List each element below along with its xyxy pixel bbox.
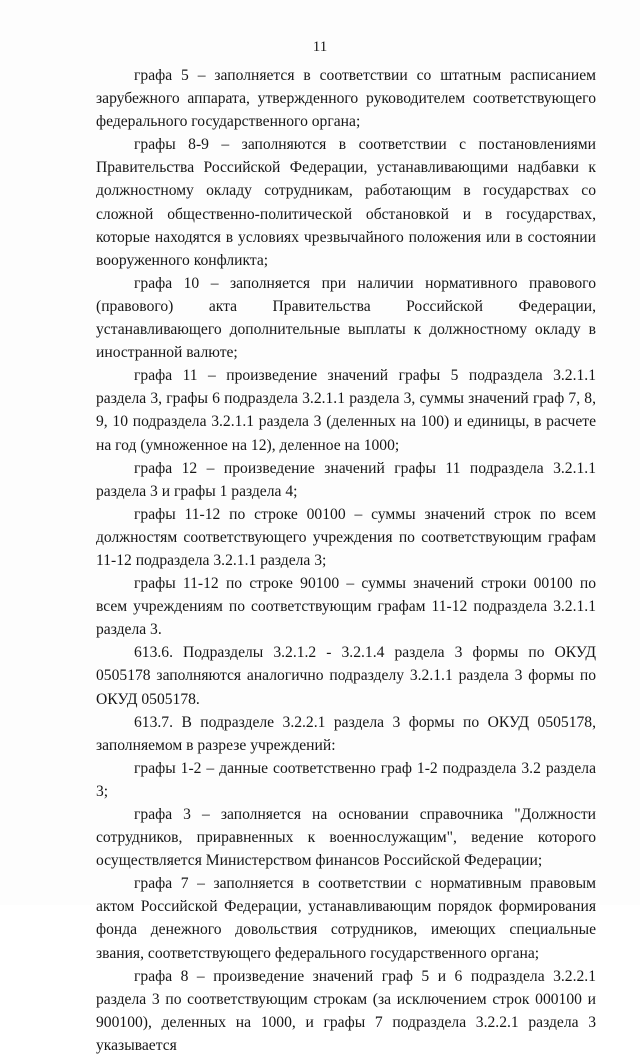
paragraph-613-7: 613.7. В подразделе 3.2.2.1 раздела 3 формы по ОКУД 0505178, заполняемом в разрезе учреждений: <box>96 713 596 754</box>
paragraph-grafy-1-2: графы 1-2 – данные соответственно граф 1-2 подраздела 3.2 раздела 3; <box>96 759 596 800</box>
paragraph-grafa-7: графа 7 – заполняется в соответствии с нормативным правовым актом Российской Федерации, устанавливающим порядок формирования фонда денежного довольствия сотрудников, имеющих специальные звания, соответствующего федерального государственного органа; <box>96 875 596 962</box>
paragraph-grafy-11-12-00100: графы 11-12 по строке 00100 – суммы значений строк по всем должностям соответствующего учреждения по соответствующим графам 11-12 подраздела 3.2.1.1 раздела 3; <box>96 505 596 569</box>
paragraph-613-6: 613.6. Подразделы 3.2.1.2 - 3.2.1.4 раздела 3 формы по ОКУД 0505178 заполняются аналогично подразделу 3.2.1.1 раздела 3 формы по ОКУД 0505178. <box>96 644 596 708</box>
paragraph-grafa-8: графа 8 – произведение значений граф 5 и 6 подраздела 3.2.2.1 раздела 3 по соответствующим строкам (за исключением строк 000100 и 900100), деленных на 1000, и графы 7 подраздела 3.2.2.1 раздела 3 указывается <box>96 967 596 1054</box>
paragraph-grafa-5: графа 5 – заполняется в соответствии со штатным расписанием зарубежного аппарата, утвержденного руководителем соответствующего федерального государственного органа; <box>96 67 596 131</box>
paragraph-grafa-11: графа 11 – произведение значений графы 5 подраздела 3.2.1.1 раздела 3, графы 6 подраздела 3.2.1.1 раздела 3, суммы значений граф 7, 8, 9, 10 подраздела 3.2.1.1 раздела 3 (деленных на 100) и единицы, в расчете на год (умноженное на 12), деленное на 1000; <box>96 367 596 454</box>
paragraph-grafa-3: графа 3 – заполняется на основании справочника "Должности сотрудников, приравненных к военнослужащим", ведение которого осуществляется Министерством финансов Российской Федерации; <box>96 806 596 870</box>
paragraph-grafa-12: графа 12 – произведение значений графы 11 подраздела 3.2.1.1 раздела 3 и графы 1 раздела 4; <box>96 459 596 500</box>
paragraph-grafy-11-12-90100: графы 11-12 по строке 90100 – суммы значений строки 00100 по всем учреждениям по соответствующим графам 11-12 подраздела 3.2.1.1 раздела 3. <box>96 575 596 639</box>
paragraph-grafy-8-9: графы 8-9 – заполняются в соответствии с постановлениями Правительства Российской Федерации, устанавливающими надбавки к должностному окладу сотрудникам, работающим в государствах со сложной общественно-политической обстановкой и в государствах, которые находятся в условиях чрезвычайного положения или в состоянии вооруженного конфликта; <box>96 136 596 269</box>
body-text <box>96 64 596 1057</box>
paragraph-grafa-10: графа 10 – заполняется при наличии нормативного правового (правового) акта Правительства Российской Федерации, устанавливающего дополнительные выплаты к должностному окладу в иностранной валюте; <box>96 274 596 362</box>
page-number: 11 <box>312 39 328 55</box>
